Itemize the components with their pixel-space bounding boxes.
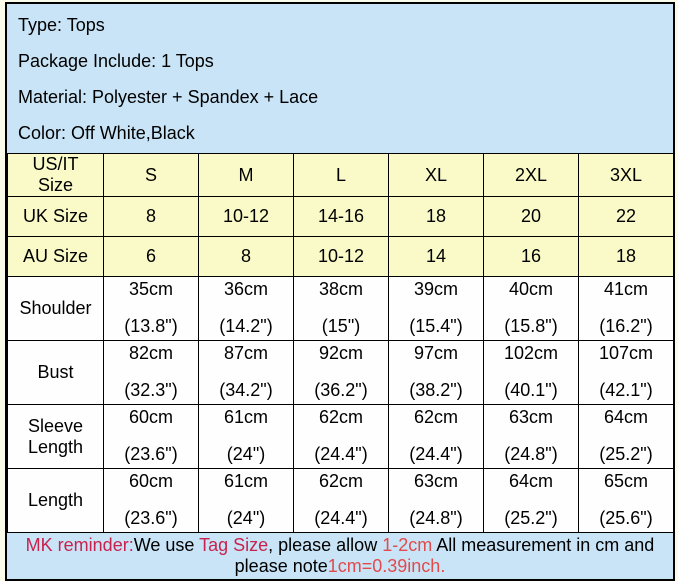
info-line: Type: Tops [18,14,105,35]
value-cm: 36cm [223,279,268,299]
value-inch: (24.4") [314,508,368,528]
measurement-cell [294,469,389,533]
value-cm: 82cm [128,343,173,363]
size-cell: 10-12 [199,197,294,237]
table-row [8,469,674,533]
value-cm: 102cm [503,343,559,363]
info-line: Material: Polyester + Spandex + Lace [18,86,319,107]
measurement-cell-content [294,277,388,340]
size-chart [5,2,675,581]
measurement-cell-content [199,469,293,532]
value-cm: 40cm [508,279,553,299]
size-cell: 3XL [579,154,674,197]
reminder-segment: MK reminder: [25,535,134,555]
measurement-cell-content [579,405,673,468]
measurement-cell [199,469,294,533]
size-cell: 6 [104,237,199,277]
measurement-cell [104,277,199,341]
table-row [8,154,674,197]
info-line: Package Include: 1 Tops [18,50,214,71]
value-cm: 87cm [223,343,268,363]
size-cell: 8 [199,237,294,277]
size-cell: 10-12 [294,237,389,277]
value-inch: (15.8") [504,316,558,336]
value-cm: 63cm [413,471,458,491]
value-cm: 62cm [413,407,458,427]
reminder-segment: We use [133,535,200,555]
measurement-cell [294,405,389,469]
measurement-cell [389,341,484,405]
measurement-cell [579,341,674,405]
table-row [8,341,674,405]
size-cell: XL [389,154,484,197]
measurement-cell [389,405,484,469]
value-inch: (24.4") [409,444,463,464]
reminder-segment: , please allow [268,535,383,555]
size-cell: 18 [579,237,674,277]
measurement-cell-content [199,277,293,340]
value-cm: 65cm [603,471,648,491]
size-table-body [8,154,674,533]
value-inch: (24") [226,444,266,464]
value-cm: 97cm [413,343,458,363]
table-row [8,237,674,277]
value-cm: 38cm [318,279,363,299]
value-inch: (25.2") [504,508,558,528]
value-cm: 62cm [318,471,363,491]
value-inch: (24.4") [314,444,368,464]
measurement-cell [484,277,579,341]
value-inch: (23.6") [124,508,178,528]
measurement-cell [389,277,484,341]
measurement-cell [389,469,484,533]
table-row [8,405,674,469]
value-cm: 61cm [223,407,268,427]
value-inch: (38.2") [409,380,463,400]
size-cell: L [294,154,389,197]
value-cm: 60cm [128,407,173,427]
value-cm: 62cm [318,407,363,427]
measurement-cell-content [579,277,673,340]
value-inch: (32.3") [124,380,178,400]
value-inch: (42.1") [599,380,653,400]
value-inch: (15") [321,316,361,336]
value-inch: (24") [226,508,266,528]
row-label: Bust [8,341,104,405]
reminder-segment: Tag Size [199,535,269,555]
reminder-banner [7,533,673,579]
measurement-cell-content [389,277,483,340]
measurement-cell [579,469,674,533]
size-table [7,153,674,533]
value-cm: 41cm [603,279,648,299]
info-line: Color: Off White,Black [18,122,195,143]
measurement-cell-content [104,469,198,532]
measurement-cell-content [294,405,388,468]
size-cell: 18 [389,197,484,237]
value-cm: 64cm [603,407,648,427]
measurement-cell [294,277,389,341]
row-label: UK Size [8,197,104,237]
reminder-segment: 1-2cm [382,535,433,555]
measurement-cell-content [104,405,198,468]
row-label: Length [8,469,104,533]
size-cell: 22 [579,197,674,237]
measurement-cell-content [389,469,483,532]
measurement-cell-content [484,341,578,404]
measurement-cell [104,405,199,469]
value-inch: (24.8") [409,508,463,528]
measurement-cell [199,405,294,469]
measurement-cell [579,277,674,341]
value-cm: 64cm [508,471,553,491]
reminder-segment: 1cm=0.39inch. [327,556,446,576]
value-inch: (14.2") [219,316,273,336]
table-row [8,277,674,341]
value-inch: (40.1") [504,380,558,400]
value-inch: (36.2") [314,380,368,400]
measurement-cell [199,341,294,405]
value-cm: 35cm [128,279,173,299]
row-label: AU Size [8,237,104,277]
measurement-cell-content [294,341,388,404]
value-inch: (16.2") [599,316,653,336]
value-inch: (15.4") [409,316,463,336]
row-label: Sleeve Length [8,405,104,469]
size-cell: 14-16 [294,197,389,237]
measurement-cell-content [104,277,198,340]
value-inch: (25.2") [599,444,653,464]
measurement-cell [484,341,579,405]
measurement-cell-content [294,469,388,532]
row-label: Shoulder [8,277,104,341]
measurement-cell-content [199,405,293,468]
row-label: US/IT Size [8,154,104,197]
measurement-cell [294,341,389,405]
measurement-cell [579,405,674,469]
measurement-cell [199,277,294,341]
size-cell: M [199,154,294,197]
value-cm: 60cm [128,471,173,491]
measurement-cell-content [579,469,673,532]
measurement-cell-content [104,341,198,404]
measurement-cell-content [389,405,483,468]
measurement-cell-content [484,277,578,340]
value-cm: 61cm [223,471,268,491]
value-inch: (34.2") [219,380,273,400]
value-cm: 63cm [508,407,553,427]
value-inch: (23.6") [124,444,178,464]
measurement-cell [484,405,579,469]
measurement-cell-content [199,341,293,404]
value-cm: 107cm [598,343,654,363]
measurement-cell [104,469,199,533]
size-cell: 8 [104,197,199,237]
size-cell: 20 [484,197,579,237]
measurement-cell-content [484,469,578,532]
measurement-cell-content [579,341,673,404]
measurement-cell-content [484,405,578,468]
reminder-segment: All measurement in cm and please note [234,535,655,576]
size-cell: 14 [389,237,484,277]
measurement-cell [484,469,579,533]
size-chart-page [0,2,678,576]
value-inch: (24.8") [504,444,558,464]
value-inch: (13.8") [124,316,178,336]
value-cm: 39cm [413,279,458,299]
product-info-panel [7,4,673,153]
measurement-cell-content [389,341,483,404]
size-cell: S [104,154,199,197]
reminder-text [15,535,665,577]
size-cell: 2XL [484,154,579,197]
value-inch: (25.6") [599,508,653,528]
value-cm: 92cm [318,343,363,363]
measurement-cell [104,341,199,405]
table-row [8,197,674,237]
size-cell: 16 [484,237,579,277]
